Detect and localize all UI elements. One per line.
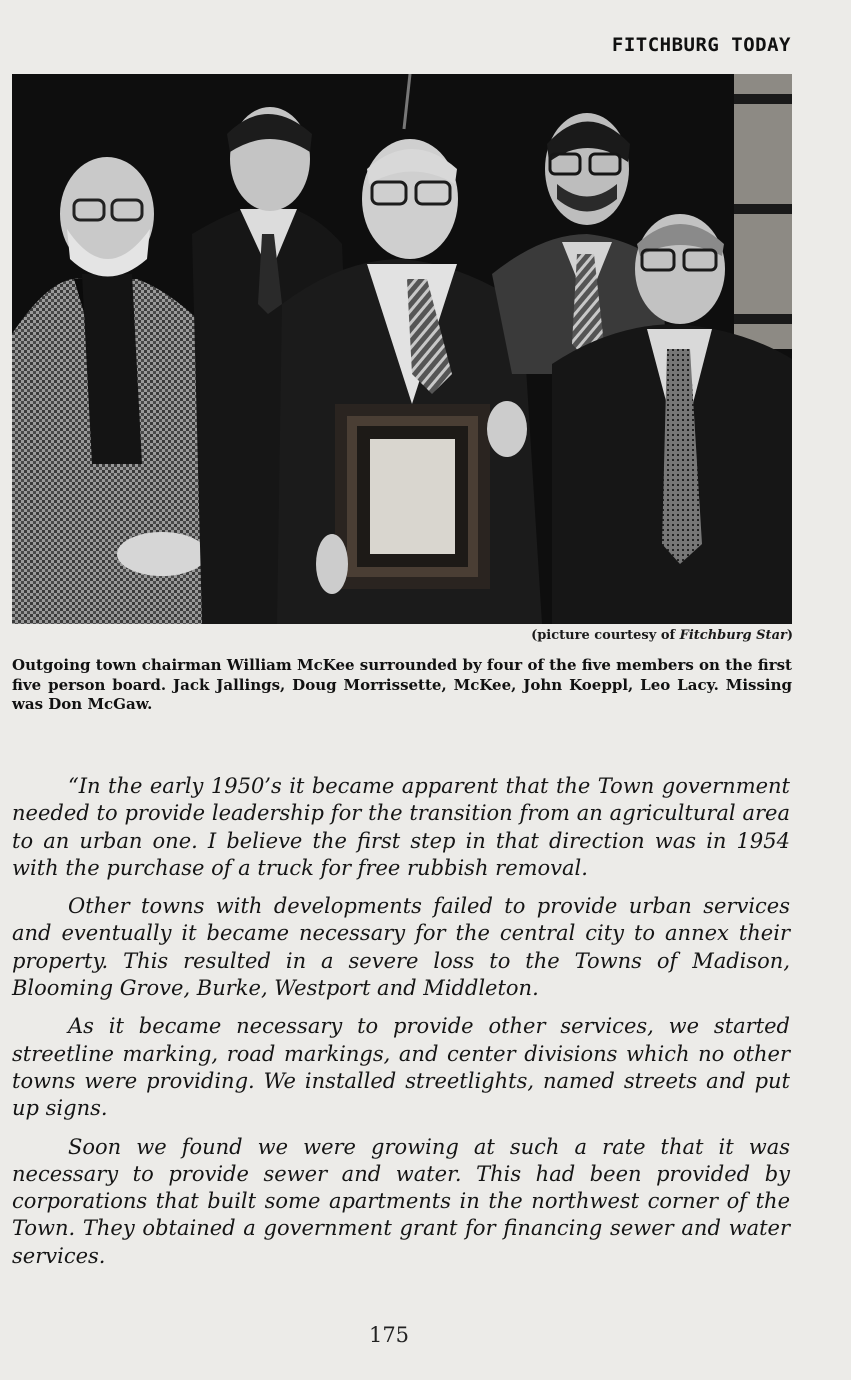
credit-prefix: (picture courtesy of [531, 628, 680, 643]
page-number: 175 [368, 1323, 410, 1347]
group-photograph [12, 74, 792, 624]
body-text [12, 773, 790, 1281]
paragraph: Other towns with developments failed to provide urban services and eventually it became necessary for the central city to annex their property. This resulted in a severe loss to the Towns of Madison, Blooming Grove, Burke, Westport and Middleton. [12, 894, 790, 1001]
paragraph: As it became necessary to provide other services, we started streetline marking, road markings, and center divisions which no other towns were providing. We installed streetlights, named streets and put up signs. [12, 1014, 790, 1121]
credit-source: Fitchburg Star [679, 628, 787, 643]
running-header: FITCHBURG TODAY [611, 34, 791, 56]
photo-caption: Outgoing town chairman William McKee surrounded by four of the five members on the first five person board. Jack Jallings, Doug Morrissette, McKee, John Koeppl, Leo Lacy. Missing was Don McGaw. [12, 656, 792, 713]
paragraph: “In the early 1950’s it became apparent that the Town government needed to provide leadership for the transition from an agricultural area to an urban one. I believe the first step in that direction was in 1954 with the purchase of a truck for free rubbish removal. [12, 774, 790, 880]
credit-suffix: ) [786, 628, 793, 643]
paragraph: Soon we found we were growing at such a rate that it was necessary to provide sewer and water. This had been provided by corporations that built some apartments in the northwest corner of the Town. They obtained a government grant for financing sewer and water services. [12, 1134, 790, 1268]
photo-credit [531, 628, 793, 643]
